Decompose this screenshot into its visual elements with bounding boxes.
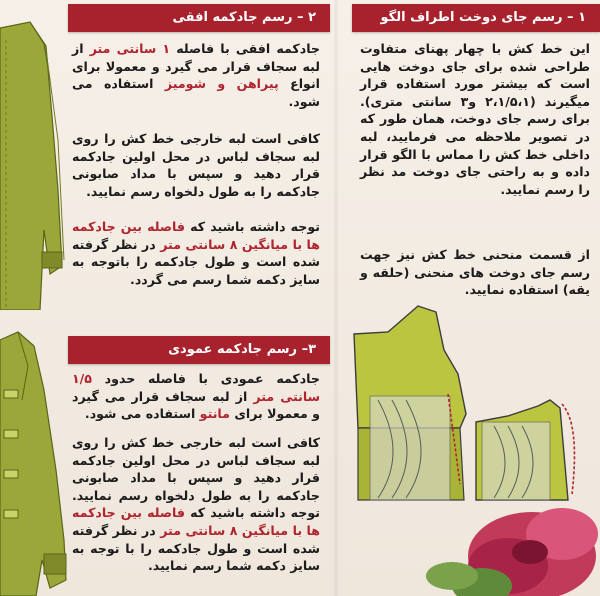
text-run: در نظر گرفته شده است و طول جادکمه را باتوجه به سایز دکمه شما رسم می گردد.	[72, 236, 320, 287]
section-3-paragraph-2	[72, 434, 320, 575]
coat-illustration-bottom	[0, 330, 70, 596]
text-run: استفاده می شود.	[72, 76, 320, 109]
text-run: از لبه سجاف قرار می گیرد و معمولا برای	[72, 388, 320, 422]
highlight-text: ۱ سانتی متر	[89, 41, 171, 56]
flower-decoration	[412, 476, 600, 596]
section-2-title: ۲ – رسم جادکمه افقی	[68, 4, 330, 32]
section-3-title: ۳– رسم جادکمه عمودی	[68, 336, 330, 364]
section-1-paragraph-1: این خط کش با چهار پهنای متفاوت طراحی شده برای جای دوخت هایی است که بیشتر مورد استفاده قرار میگیرند (۲،۱/۵،۱ و۳ سانتی متری). برای رسم جای دوخت، همان طور که در تصویر ملاحظه می فرمایید، لبه داخلی خط کش را مماس با الگو قرار داده و به راحتی جای دوخت مد نظر را رسم نمایید.	[360, 41, 590, 197]
text-run: کافی است لبه خارجی خط کش را روی لبه سجاف لباس در محل اولین جادکمه قرار دهید و سپس با مداد صابونی جادکمه را به طول دلخواه رسم نمایید. توجه داشته باشید که	[72, 435, 320, 521]
text-run: استفاده می شود.	[84, 406, 200, 422]
highlight-text: ۱/۵ سانتی متر	[72, 371, 320, 404]
text-run: جادکمه عمودی با فاصله حدود	[91, 371, 320, 386]
text-run: توجه داشته باشید که	[185, 219, 320, 234]
highlight-text: مانتو	[199, 406, 230, 422]
highlight-text: فاصله بین جادکمه ها با میانگین ۸ سانتی متر	[72, 219, 321, 252]
highlight-text: فاصله بین جادکمه ها با میانگین ۸ سانتی متر	[72, 505, 321, 538]
section-1-paragraph-2: از قسمت منحنی خط کش نیز جهت رسم جای دوخت های منحنی (حلقه و یقه) استفاده نمایید.	[360, 247, 590, 298]
text-run: از لبه سجاف قرار می گیرد و معمولا برای انواع	[72, 41, 320, 92]
column-divider	[334, 0, 338, 596]
section-3-paragraph-1	[72, 370, 320, 423]
section-2-paragraph-3	[72, 218, 320, 288]
shirt-illustration-top	[0, 20, 66, 310]
highlight-text: پیراهن و شومیز	[164, 76, 279, 92]
section-2-paragraph-2: کافی است لبه خارجی خط کش را روی لبه سجاف لباس در محل اولین جادکمه قرار دهید و سپس با مداد صابونی جادکمه را به طول دلخواه رسم نمایید.	[72, 131, 320, 199]
section-1-title: ۱ – رسم جای دوخت اطراف الگو	[352, 4, 600, 32]
section-2-paragraph-1	[72, 40, 320, 110]
text-run: در نظر گرفته شده است و طول جادکمه را با توجه به سایز دکمه شما رسم نمایید.	[72, 522, 320, 574]
text-run: جادکمه افقی با فاصله	[170, 41, 320, 56]
